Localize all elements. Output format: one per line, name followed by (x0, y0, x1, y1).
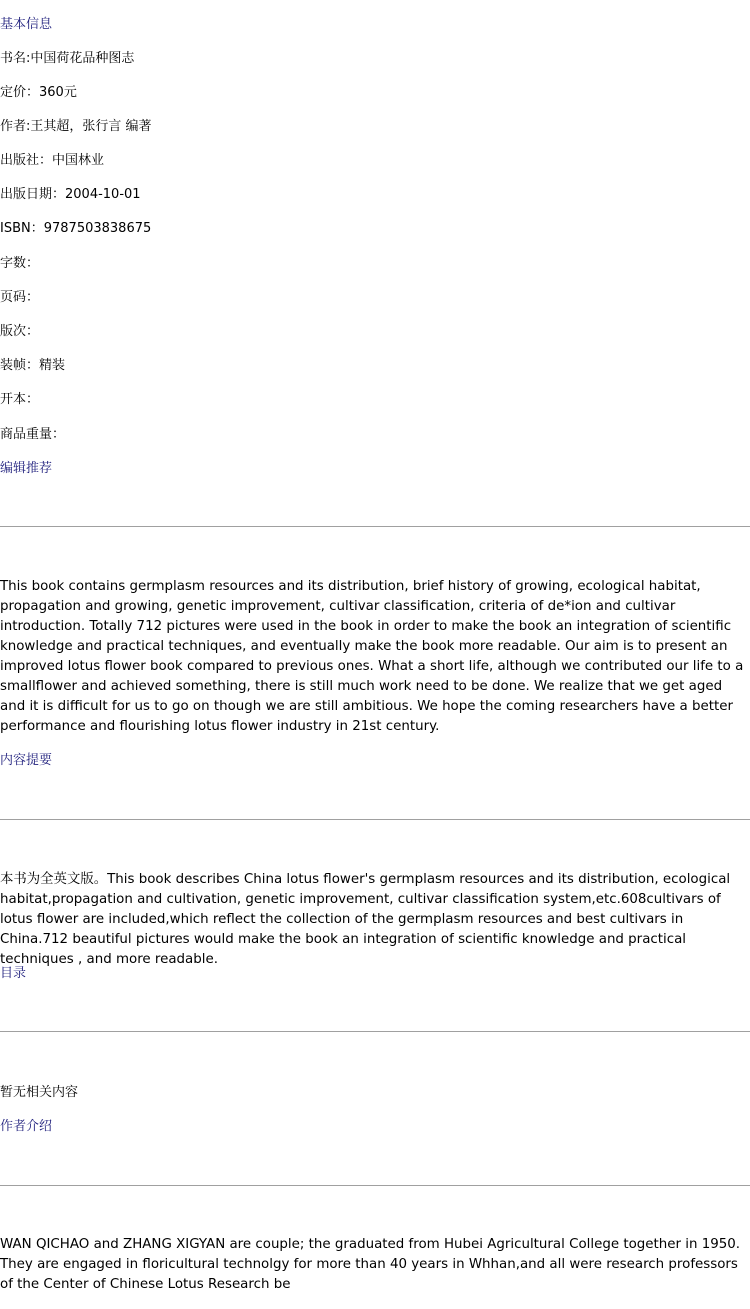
field-label: 出版日期： (0, 187, 66, 202)
field-label: 字数： (0, 256, 40, 271)
section-title-toc: 目录 (0, 966, 27, 981)
field-label: 商品重量： (0, 427, 66, 442)
field-value: 360元 (39, 85, 77, 100)
field-value: 9787503838675 (43, 221, 152, 236)
field-author (0, 118, 152, 135)
toc-text: 暂无相关内容 (0, 1085, 79, 1100)
field-publish-date (0, 186, 141, 203)
field-price (0, 84, 77, 101)
field-binding (0, 357, 65, 374)
field-format (0, 391, 39, 408)
field-label: 书名: (0, 51, 31, 66)
field-weight (0, 426, 65, 443)
field-label: 出版社： (0, 153, 53, 168)
divider (0, 1031, 750, 1032)
field-title (0, 50, 134, 67)
field-value: 精装 (39, 358, 66, 373)
field-label: 版次： (0, 324, 40, 339)
field-isbn (0, 220, 151, 237)
divider (0, 526, 750, 527)
field-label: 作者: (0, 119, 31, 134)
field-label: 定价： (0, 85, 40, 100)
section-title-editor-recommend: 编辑推荐 (0, 461, 53, 476)
field-value: 2004-10-01 (65, 187, 141, 202)
author-text: WAN QICHAO and ZHANG XIGYAN are couple; the graduated from Hubei Agricultural College together in 1950. They are engaged in floricultural technolgy for more than 40 years in Whhan,and all were research professors of the Center of Chinese Lotus Research be (0, 1237, 741, 1292)
divider (0, 819, 750, 820)
section-title-summary: 内容提要 (0, 753, 53, 768)
field-value: 中国荷花品种图志 (30, 51, 135, 66)
field-word-count (0, 255, 39, 272)
field-edition (0, 323, 39, 340)
field-label: 装帧： (0, 358, 40, 373)
editor-recommend-text: This book contains germplasm resources and its distribution, brief history of growing, ecological habitat, propagation and growing, genetic improvement, cultivar classification, criteria of de*ion and cultivar introduction. Totally 712 pictures were used in the book in order to make the book an integration of scientific knowledge and practical techniques, and eventually make the book more readable. Our aim is to present an improved lotus flower book compared to previous ones. What a short life, although we contributed our life to a smallflower and achieved something, there is still much work need to be done. We realize that we get aged and it is difficult for us to go on though we are still ambitious. We hope the coming researchers have a better performance and flourishing lotus flower industry in 21st century. (0, 579, 744, 734)
field-page-count (0, 289, 39, 306)
field-publisher (0, 152, 104, 169)
section-title-basic-info: 基本信息 (0, 17, 53, 32)
section-title-author: 作者介绍 (0, 1119, 53, 1134)
field-label: 开本： (0, 392, 40, 407)
field-value: 中国林业 (52, 153, 105, 168)
summary-text: 本书为全英文版。This book describes China lotus flower's germplasm resources and its distribution, ecological habitat,propagation and cultivation, genetic improvement, cultivar classification system,etc.608cultivars of lotus flower are included,which reflect the collection of the germplasm resources and best cultivars in China.712 beautiful pictures would make the book an integration of scientific knowledge and practical techniques , and more readable. (0, 872, 731, 967)
divider (0, 1185, 750, 1186)
field-label: ISBN： (0, 221, 44, 236)
field-label: 页码： (0, 290, 40, 305)
field-value: 王其超，张行言 编著 (30, 119, 152, 134)
